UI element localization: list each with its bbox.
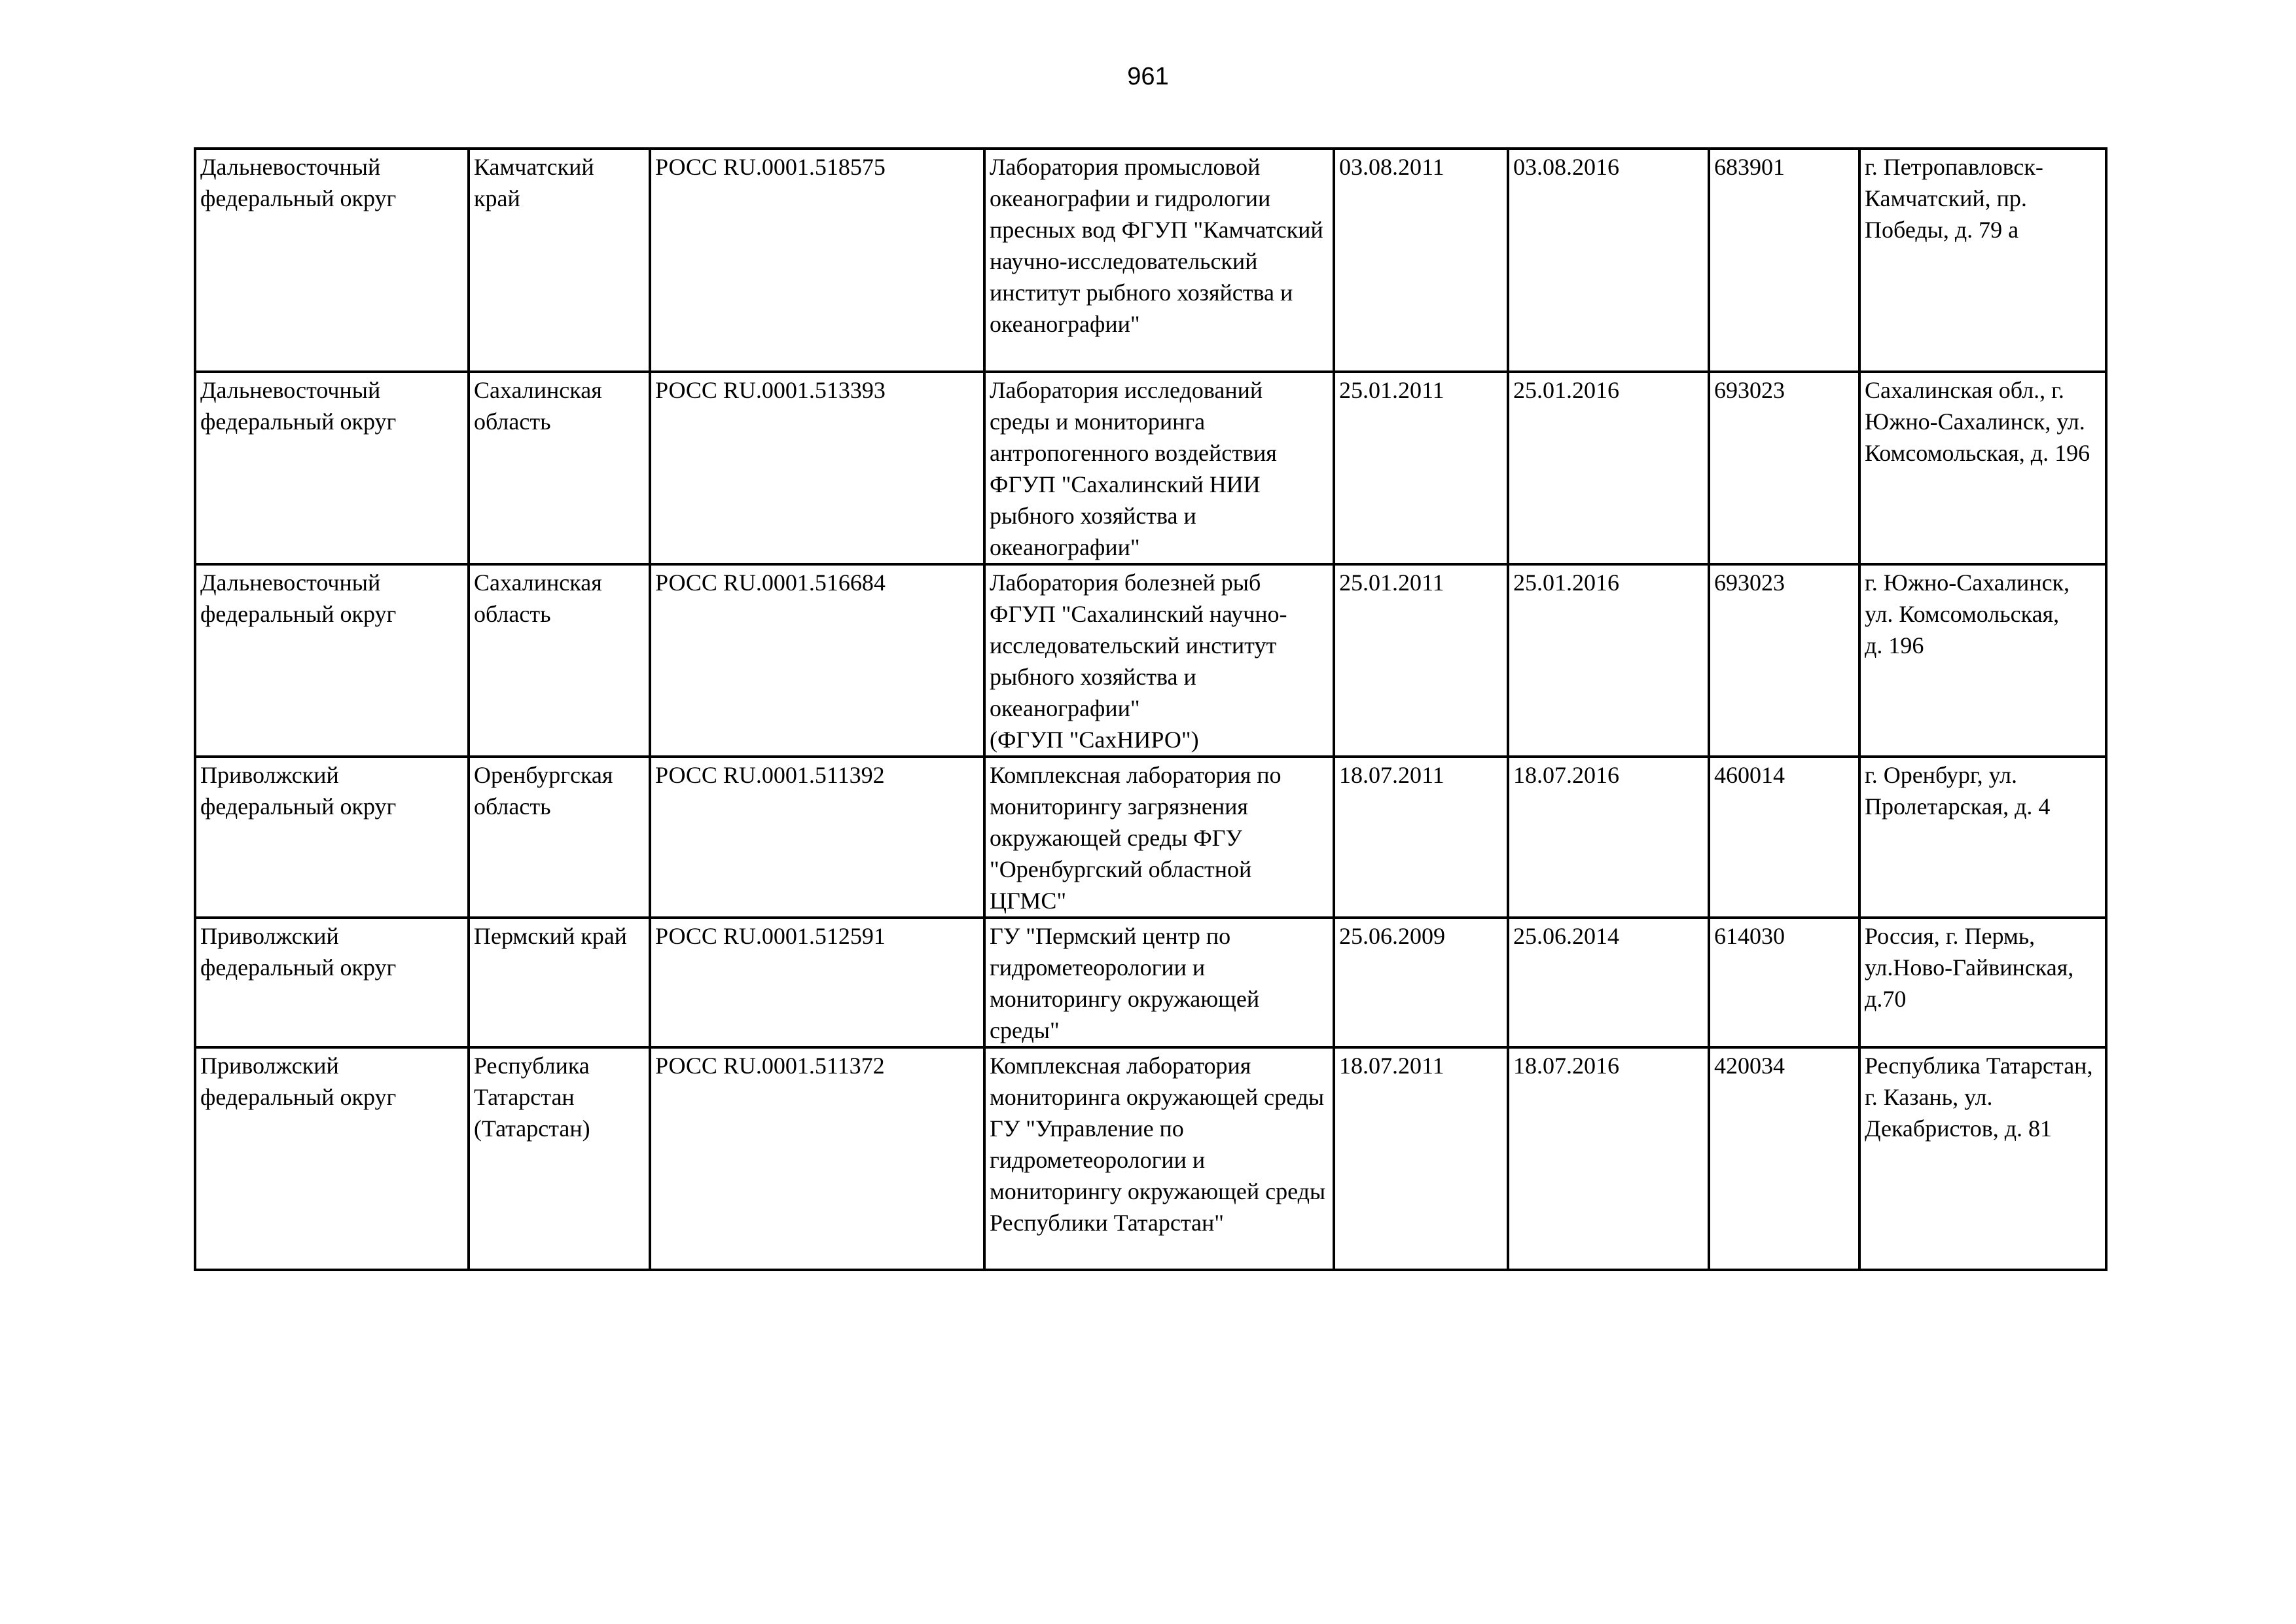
region-cell: Сахалинская область [469, 564, 650, 757]
postal-index-cell: 693023 [1709, 564, 1859, 757]
certificate-cell: РОСС RU.0001.511392 [650, 757, 984, 918]
postal-index-cell: 420034 [1709, 1047, 1859, 1270]
district-cell: Приволжский федеральный округ [195, 757, 469, 918]
district-cell: Дальневосточный федеральный округ [195, 372, 469, 564]
certificate-cell: РОСС RU.0001.516684 [650, 564, 984, 757]
district-cell: Приволжский федеральный округ [195, 1047, 469, 1270]
district-cell: Дальневосточный федеральный округ [195, 149, 469, 372]
table-row [195, 918, 2106, 1047]
region-cell: Республика Татарстан (Татарстан) [469, 1047, 650, 1270]
laboratory-cell: Комплексная лаборатория по мониторингу загрязнения окружающей среды ФГУ "Оренбургский областной ЦГМС" [984, 757, 1334, 918]
address-cell: Сахалинская обл., г. Южно-Сахалинск, ул. Комсомольская, д. 196 [1859, 372, 2106, 564]
certificate-cell: РОСС RU.0001.511372 [650, 1047, 984, 1270]
date-to-cell: 18.07.2016 [1508, 1047, 1709, 1270]
certificate-cell: РОСС RU.0001.518575 [650, 149, 984, 372]
laboratory-cell: Лаборатория болезней рыб ФГУП "Сахалинский научно-исследовательский институт рыбного хозяйства и океанографии" (ФГУП "СахНИРО") [984, 564, 1334, 757]
table-row [195, 1047, 2106, 1270]
certificate-cell: РОСС RU.0001.512591 [650, 918, 984, 1047]
region-cell: Пермский край [469, 918, 650, 1047]
address-cell: Республика Татарстан, г. Казань, ул. Декабристов, д. 81 [1859, 1047, 2106, 1270]
date-to-cell: 25.01.2016 [1508, 372, 1709, 564]
date-from-cell: 03.08.2011 [1334, 149, 1508, 372]
date-from-cell: 25.06.2009 [1334, 918, 1508, 1047]
date-from-cell: 18.07.2011 [1334, 1047, 1508, 1270]
table-row [195, 757, 2106, 918]
date-from-cell: 25.01.2011 [1334, 564, 1508, 757]
table-row [195, 372, 2106, 564]
laboratory-cell: Лаборатория промысловой океанографии и гидрологии пресных вод ФГУП "Камчатский научно-исследовательский институт рыбного хозяйства и океанографии" [984, 149, 1334, 372]
region-cell: Оренбургская область [469, 757, 650, 918]
date-to-cell: 25.06.2014 [1508, 918, 1709, 1047]
address-cell: Россия, г. Пермь, ул.Ново-Гайвинская, д.70 [1859, 918, 2106, 1047]
date-to-cell: 25.01.2016 [1508, 564, 1709, 757]
postal-index-cell: 614030 [1709, 918, 1859, 1047]
date-from-cell: 18.07.2011 [1334, 757, 1508, 918]
postal-index-cell: 683901 [1709, 149, 1859, 372]
laboratory-cell: ГУ "Пермский центр по гидрометеорологии и мониторингу окружающей среды" [984, 918, 1334, 1047]
laboratory-cell: Комплексная лаборатория мониторинга окружающей среды ГУ "Управление по гидрометеорологии и мониторингу окружающей среды Республики Татарстан" [984, 1047, 1334, 1270]
postal-index-cell: 693023 [1709, 372, 1859, 564]
address-cell: г. Южно-Сахалинск, ул. Комсомольская, д. 196 [1859, 564, 2106, 757]
table-row [195, 564, 2106, 757]
district-cell: Дальневосточный федеральный округ [195, 564, 469, 757]
address-cell: г. Оренбург, ул. Пролетарская, д. 4 [1859, 757, 2106, 918]
date-from-cell: 25.01.2011 [1334, 372, 1508, 564]
certificate-cell: РОСС RU.0001.513393 [650, 372, 984, 564]
table-row [195, 149, 2106, 372]
region-cell: Сахалинская область [469, 372, 650, 564]
district-cell: Приволжский федеральный округ [195, 918, 469, 1047]
laboratory-cell: Лаборатория исследований среды и мониторинга антропогенного воздействия ФГУП "Сахалинский НИИ рыбного хозяйства и океанографии" [984, 372, 1334, 564]
postal-index-cell: 460014 [1709, 757, 1859, 918]
region-cell: Камчатский край [469, 149, 650, 372]
date-to-cell: 03.08.2016 [1508, 149, 1709, 372]
address-cell: г. Петропавловск-Камчатский, пр. Победы, д. 79 а [1859, 149, 2106, 372]
date-to-cell: 18.07.2016 [1508, 757, 1709, 918]
laboratory-table [194, 147, 2108, 1271]
page-number: 961 [1127, 63, 1169, 90]
